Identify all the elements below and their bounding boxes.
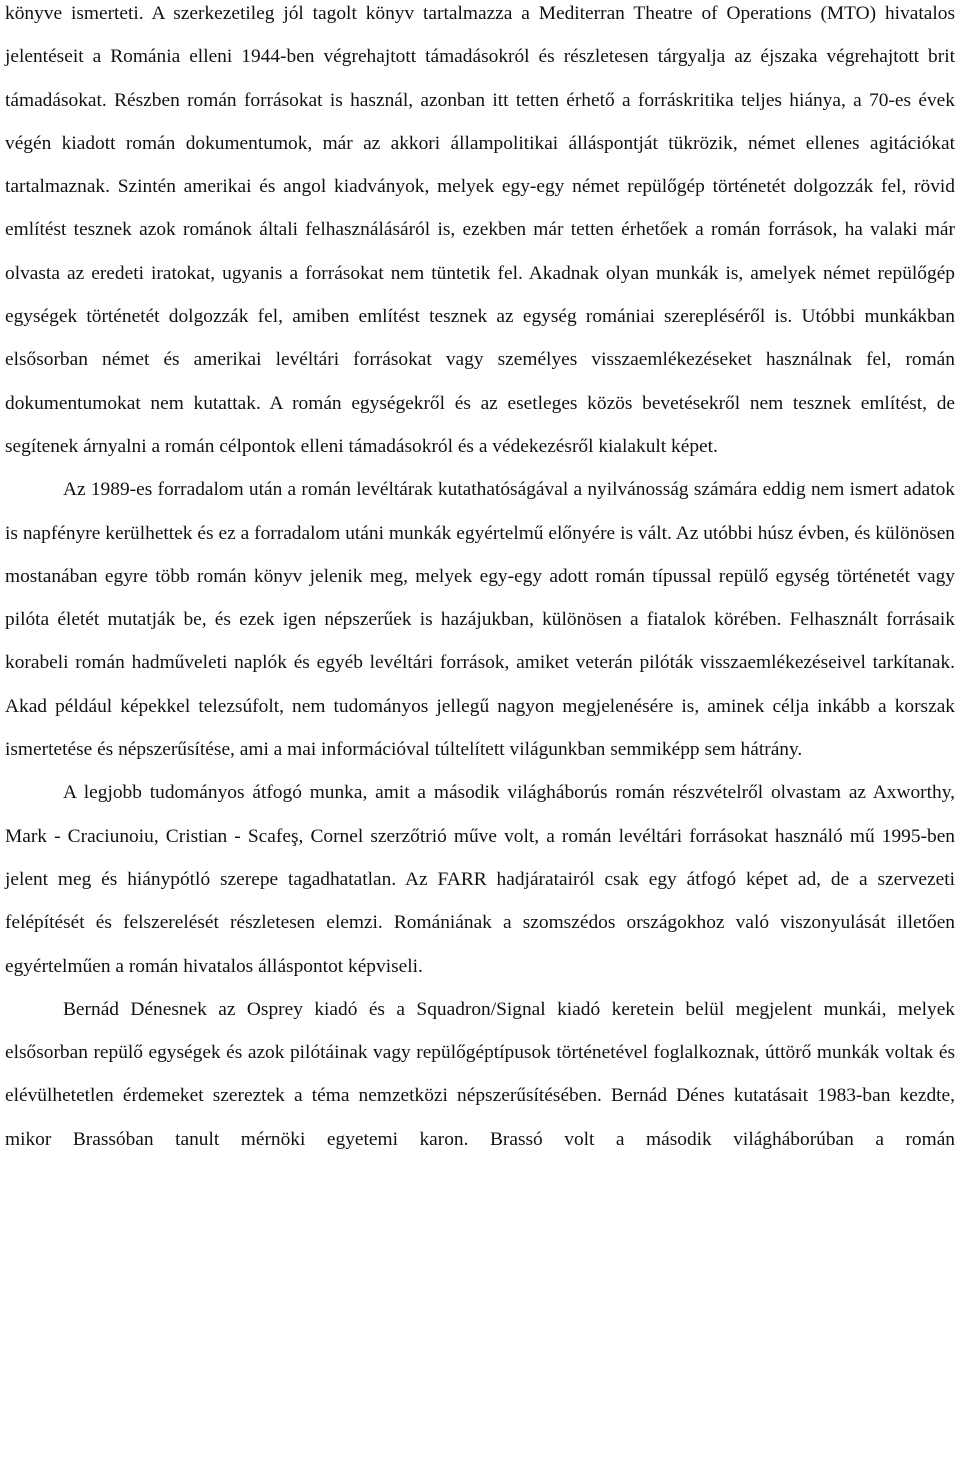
document-page (5, 0, 955, 1161)
paragraph-3: A legjobb tudományos átfogó munka, amit a második világháborús román részvételről olvastam az Axworthy, Mark - Craciunoiu, Cristian - Scafeş, Cornel szerzőtrió műve volt, a román levéltári forrásokat használó mű 1995-ben jelent meg és hiánypótló szerepe tagadhatatlan. Az FARR hadjáratairól csak egy átfogó képet ad, de a szervezeti felépítését és felszerelését részletesen elemzi. Romániának a szomszédos országokhoz való viszonyulását illetően egyértelműen a román hivatalos álláspontot képviseli. (5, 782, 955, 977)
paragraph-4: Bernád Dénesnek az Osprey kiadó és a Squadron/Signal kiadó keretein belül megjelent munkái, melyek elsősorban repülő egységek és azok pilótáinak vagy repülőgéptípusok történetével foglalkoznak, úttörő munkák voltak és elévülhetetlen érdemeket szereztek a téma nemzetközi népszerűsítésében. Bernád Dénes kutatásait 1983-ban kezdte, mikor Brassóban tanult mérnöki egyetemi karon. Brassó volt a második világháborúban a román (5, 998, 955, 1150)
paragraph-1: könyve ismerteti. A szerkezetileg jól tagolt könyv tartalmazza a Mediterran Theatre of Operations (MTO) hivatalos jelentéseit a Románia elleni 1944-ben végrehajtott támadásokról és részletesen tárgyalja az éjszaka végrehajtott brit támadásokat. Részben román forrásokat is használ, azonban itt tetten érhető a forráskritika teljes hiánya, a 70-es évek végén kiadott román dokumentumok, már az akkori állampolitikai álláspontját tükrözik, német ellenes agitációkat tartalmaznak. Szintén amerikai és angol kiadványok, melyek egy-egy német repülőgép történetét dolgozzák fel, rövid említést tesznek azok románok általi felhasználásáról is, ezekben már tetten érhetőek a román források, ha valaki már olvasta az eredeti iratokat, ugyanis a forrásokat nem tüntetik fel. Akadnak olyan munkák is, amelyek német repülőgép egységek történetét dolgozzák fel, amiben említést tesznek az egység romániai szerepléséről is. Utóbbi munkákban elsősorban német és amerikai levéltári forrásokat vagy személyes visszaemlékezéseket használnak fel, román dokumentumokat nem kutattak. A román egységekről és az esetleges közös bevetésekről nem tesznek említést, de segítenek árnyalni a román célpontok elleni támadásokról és a védekezésről kialakult képet. (5, 3, 955, 457)
paragraph-2: Az 1989-es forradalom után a román levéltárak kutathatóságával a nyilvánosság számára eddig nem ismert adatok is napfényre kerülhettek és ez a forradalom utáni munkák egyértelmű előnyére is vált. Az utóbbi húsz évben, és különösen mostanában egyre több román könyv jelenik meg, melyek egy-egy adott román típussal repülő egység történetét vagy pilóta életét mutatják be, és ezek igen népszerűek is hazájukban, különösen a fiatalok körében. Felhasznált forrásaik korabeli román hadműveleti naplók és egyéb levéltári források, amiket veterán pilóták visszaemlékezéseivel tarkítanak. Akad például képekkel telezsúfolt, nem tudományos jellegű nagyon megjelenésére is, aminek célja inkább a korszak ismertetése és népszerűsítése, ami a mai információval túltelített világunkban semmiképp sem hátrány. (5, 479, 955, 761)
